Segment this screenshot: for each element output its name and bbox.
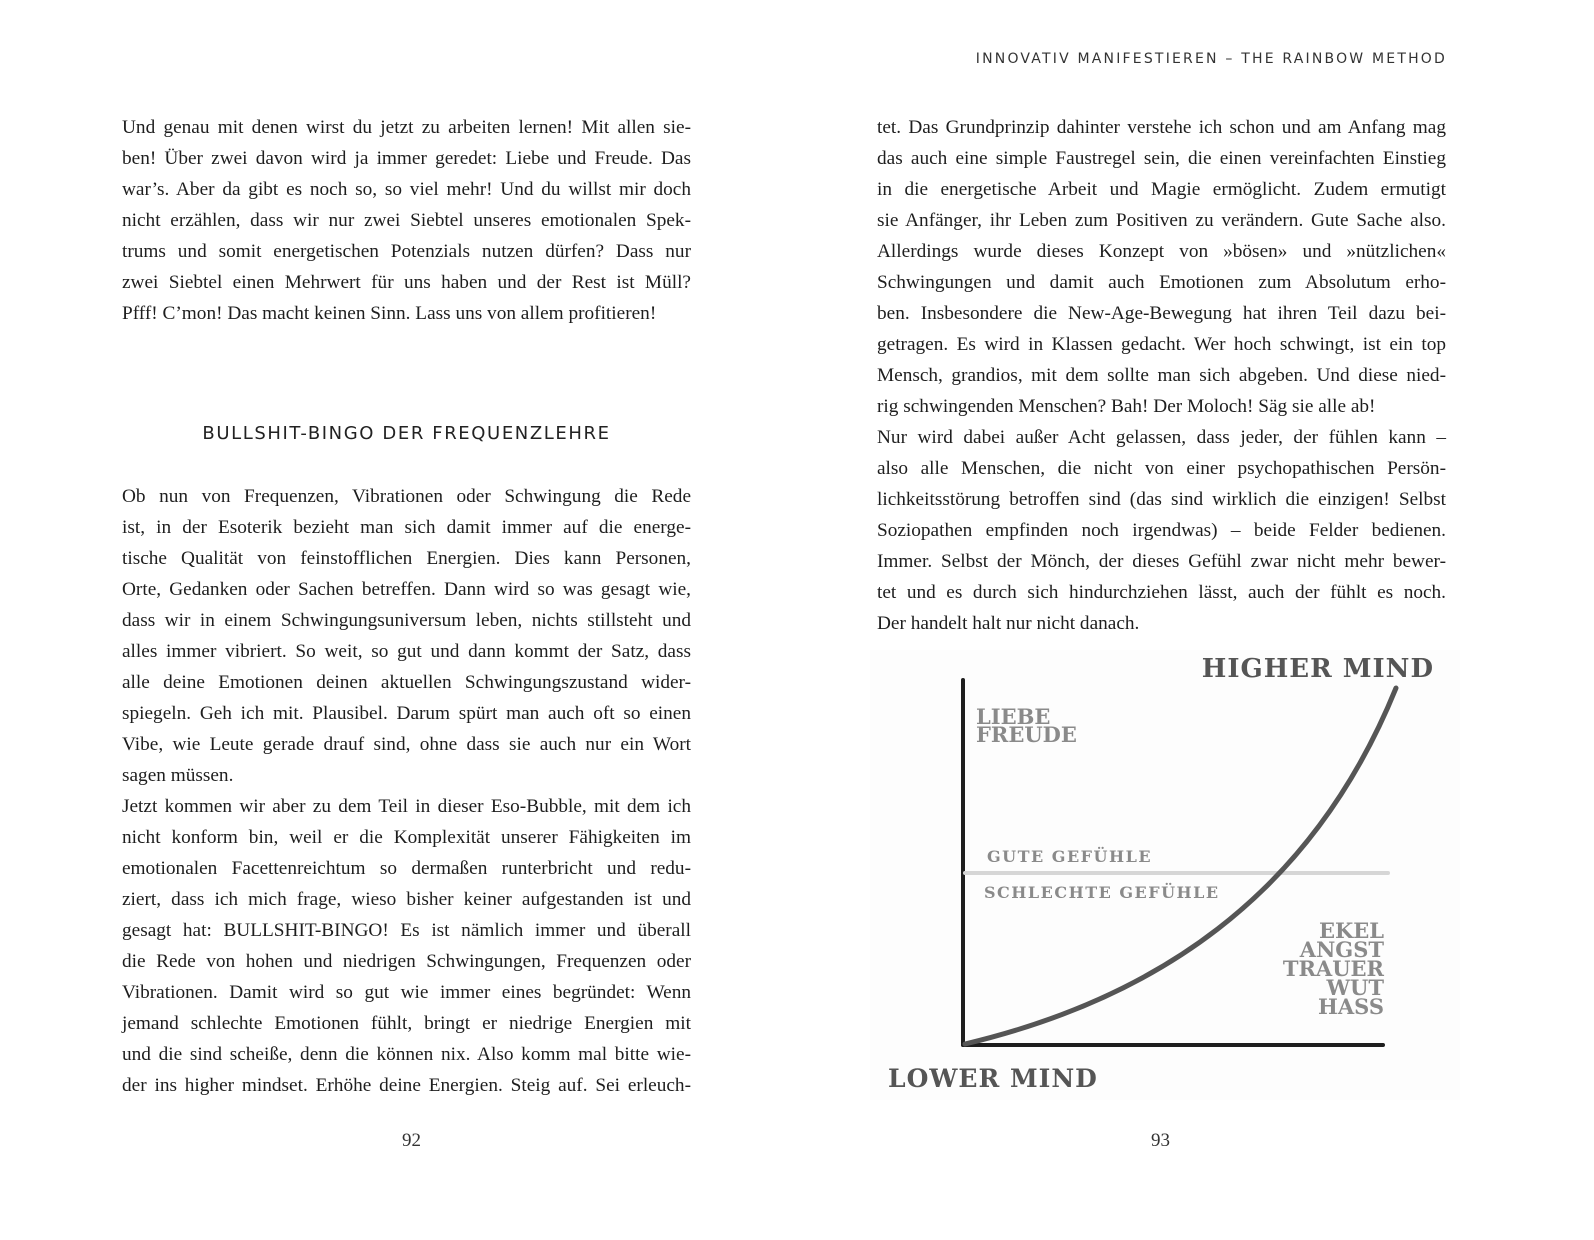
text-line: Der handelt halt nur nicht danach. <box>877 613 1140 634</box>
higher-mind-label: HIGHER MIND <box>1201 654 1434 684</box>
page-number-left: 92 <box>402 1130 421 1151</box>
good-feelings-label: GUTE GEFÜHLE <box>987 847 1153 866</box>
text-line: Immer. Selbst der Mönch, der dieses Gefühl zwar nicht mehr bewer- <box>877 551 1446 572</box>
emotion-angst: ANGST <box>1299 937 1384 962</box>
text-line: ben! Über zwei davon wird ja immer geredet: Liebe und Freude. Das <box>122 148 691 169</box>
text-line: Orte, Gedanken oder Sachen betreffen. Dann wird so was gesagt wie, <box>122 579 691 600</box>
text-line: Soziopathen empfinden noch irgendwas) – beide Felder bedienen. <box>877 520 1446 541</box>
lower-mind-label: LOWER MIND <box>888 1064 1098 1093</box>
text-line: zwei Siebtel einen Mehrwert für uns haben und der Rest ist Müll? <box>122 272 691 293</box>
text-line: trums und somit energetischen Potenzials nutzen dürfen? Dass nur <box>122 241 691 262</box>
mind-diagram <box>870 650 1460 1100</box>
text-line: nicht erzählen, dass wir nur zwei Siebtel unseres emotionalen Spek- <box>122 210 691 231</box>
text-line: nicht konform bin, weil er die Komplexität unserer Fähigkeiten im <box>122 827 691 848</box>
text-line: in die energetische Arbeit und Magie ermöglicht. Zudem ermutigt <box>877 179 1446 200</box>
text-line: Schwingungen und damit auch Emotionen zum Absolutum erho- <box>877 272 1446 293</box>
text-line: das auch eine simple Faustregel sein, die einen vereinfachten Einstieg <box>877 148 1446 169</box>
text-line: die Rede von hohen und niedrigen Schwingungen, Frequenzen oder <box>122 951 691 972</box>
text-line: Und genau mit denen wirst du jetzt zu arbeiten lernen! Mit allen sie- <box>122 117 691 138</box>
emotion-freude: FREUDE <box>976 722 1077 747</box>
text-line: und die sind scheiße, denn die können nix. Also komm mal bitte wie- <box>122 1044 691 1065</box>
text-line: sagen müssen. <box>122 765 234 786</box>
text-line: jemand schlechte Emotionen fühlt, bringt er niedrige Energien mit <box>122 1013 691 1034</box>
text-line: ziert, dass ich mich frage, wieso bisher keiner aufgestanden ist und <box>122 889 691 910</box>
text-line: alle deine Emotionen deinen aktuellen Schwingungszustand wider- <box>122 672 691 693</box>
emotion-liebe: LIEBE <box>976 704 1051 729</box>
page-number-right: 93 <box>1151 1130 1170 1151</box>
text-line: lichkeitsstörung betroffen sind (das sind wirklich die einzigen! Selbst <box>877 489 1446 510</box>
text-line: getragen. Es wird in Klassen gedacht. Wer hoch schwingt, ist ein top <box>877 334 1446 355</box>
emotion-trauer: TRAUER <box>1282 956 1384 981</box>
text-line: war’s. Aber da gibt es noch so, so viel mehr! Und du willst mir doch <box>122 179 691 200</box>
text-line: alles immer vibriert. So weit, so gut und dann kommt der Satz, dass <box>122 641 691 662</box>
left-intro-text <box>122 112 691 329</box>
right-body-text <box>877 112 1446 639</box>
left-body-text <box>122 481 691 1101</box>
bad-feelings-label: SCHLECHTE GEFÜHLE <box>984 883 1220 902</box>
text-line: ben. Insbesondere die New-Age-Bewegung hat ihren Teil dazu bei- <box>877 303 1446 324</box>
text-line: rig schwingenden Menschen? Bah! Der Moloch! Säg sie alle ab! <box>877 396 1376 417</box>
text-line: gesagt hat: BULLSHIT-BINGO! Es ist nämlich immer und überall <box>122 920 691 941</box>
emotion-wut: WUT <box>1326 975 1384 1000</box>
text-line: Jetzt kommen wir aber zu dem Teil in dieser Eso-Bubble, mit dem ich <box>122 796 691 817</box>
text-line: tische Qualität von feinstofflichen Energien. Dies kann Personen, <box>122 548 691 569</box>
text-line: Pfff! C’mon! Das macht keinen Sinn. Lass uns von allem profitieren! <box>122 303 657 324</box>
text-line: Ob nun von Frequenzen, Vibrationen oder Schwingung die Rede <box>122 486 691 507</box>
section-heading: BULLSHIT-BINGO DER FREQUENZLEHRE <box>202 423 611 444</box>
text-line: tet und es durch sich hindurchziehen lässt, auch der fühlt es noch. <box>877 582 1446 603</box>
text-line: Nur wird dabei außer Acht gelassen, dass jeder, der fühlen kann – <box>877 427 1446 448</box>
emotion-ekel: EKEL <box>1318 918 1384 943</box>
running-head: INNOVATIV MANIFESTIEREN – THE RAINBOW METHOD <box>975 51 1447 67</box>
text-line: Mensch, grandios, mit dem sollte man sich abgeben. Und diese nied- <box>877 365 1446 386</box>
text-line: Vibe, wie Leute gerade drauf sind, ohne dass sie auch nur ein Wort <box>122 734 691 755</box>
text-line: sie Anfänger, ihr Leben zum Positiven zu verändern. Gute Sache also. <box>877 210 1446 231</box>
text-line: der ins higher mindset. Erhöhe deine Energien. Steig auf. Sei erleuch- <box>122 1075 691 1096</box>
text-line: spiegeln. Geh ich mit. Plausibel. Darum spürt man auch oft so einen <box>122 703 691 724</box>
text-line: dass wir in einem Schwingungsuniversum leben, nichts stillsteht und <box>122 610 691 631</box>
text-line: also alle Menschen, die nicht von einer psychopathischen Persön- <box>877 458 1446 479</box>
text-line: emotionalen Facettenreichtum so dermaßen runterbricht und redu- <box>122 858 691 879</box>
text-line: Vibrationen. Damit wird so gut wie immer eines begründet: Wenn <box>122 982 691 1003</box>
text-line: ist, in der Esoterik bezieht man sich damit immer auf die energe- <box>122 517 691 538</box>
text-line: tet. Das Grundprinzip dahinter verstehe ich schon und am Anfang mag <box>877 117 1446 138</box>
emotion-hass: HASS <box>1317 994 1384 1019</box>
text-line: Allerdings wurde dieses Konzept von »bösen» und »nützlichen« <box>877 241 1446 262</box>
